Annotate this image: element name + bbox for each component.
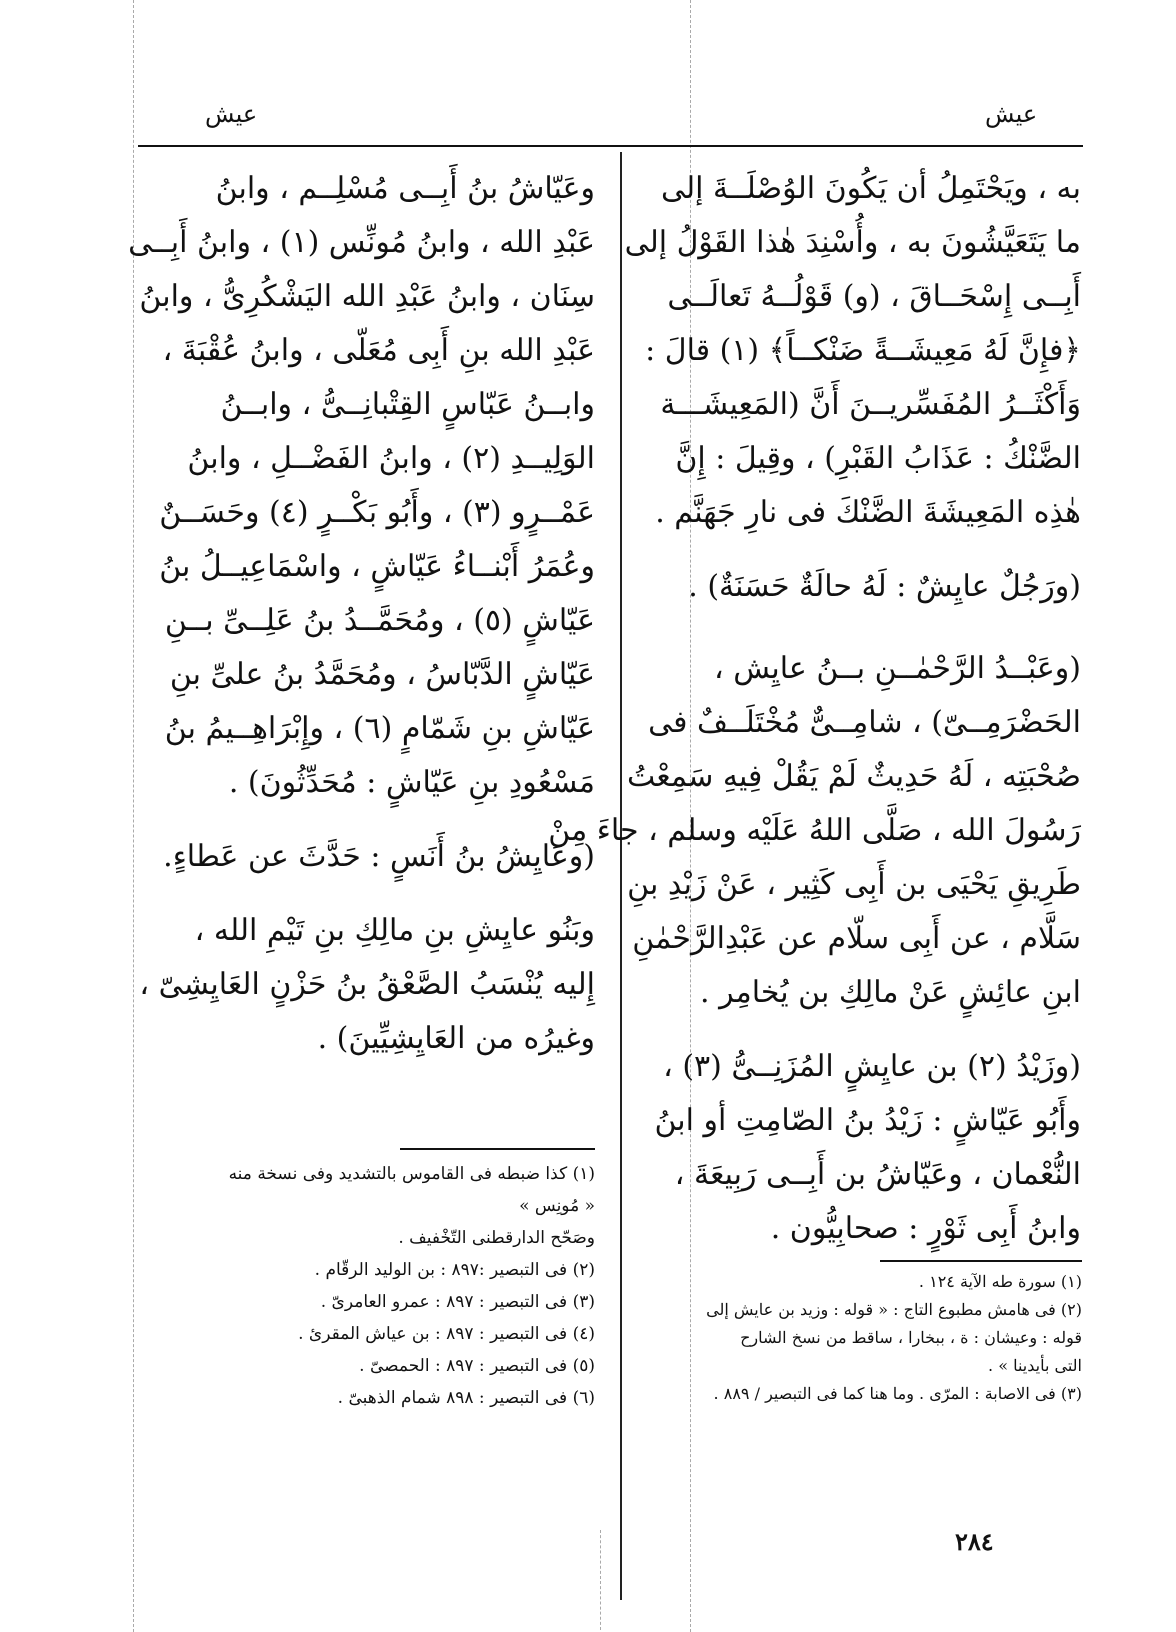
footnote: (١) سورة طه الآية ١٢٤ . [918, 1272, 1082, 1291]
text-line: ابنِ عائِشٍ عَنْ مالِكِ بن يُخامِر . [700, 975, 1081, 1010]
text-line: وَأَكْثَــرُ المُفَسِّريــنَ أَنَّ (المَعِيشَـــة [660, 387, 1081, 422]
text-line: إِليه يُنْسَبُ الصَّعْقُ بنُ حَزْنٍ العَايِشِىّ ، [139, 967, 595, 1002]
text-line: (ورَجُلٌ عايِشٌ : لَهُ حالَةٌ حَسَنَةٌ) . [688, 569, 1081, 604]
text-line: (وزَيْدُ (٢) بن عايِشٍ المُزَنِــىُّ (٣) ، [663, 1049, 1081, 1084]
text-line: وعَيّاشُ بنُ أَبِــى مُسْلِــم ، وابنُ [215, 171, 595, 206]
text-line: سَلَّام ، عن أَبِى سلّام عن عَبْدِالرَّحْمٰنِ [632, 921, 1081, 956]
text-line: الوَلِيــدِ (٢) ، وابنُ الفَضْــلِ ، وابنُ [187, 441, 595, 476]
page-number: ٢٨٤ [955, 1527, 994, 1556]
text-line: ما يَتَعَيَّشُونَ به ، وأُسْنِدَ هٰذا القَوْلُ إلى [624, 225, 1081, 260]
footnote: (٣) فى التبصير : ٨٩٧ : عمرو العامرىّ . [320, 1292, 595, 1312]
footnote: (٥) فى التبصير : ٨٩٧ : الحمصىّ . [359, 1356, 595, 1376]
running-header-left: عيش [205, 100, 258, 128]
footnote: « مُونِس » [519, 1196, 595, 1216]
text-line: وأَبُو عَيّاشٍ : زَيْدُ بنُ الصّامِتِ أو ابنُ [654, 1103, 1081, 1138]
text-line: ﴿فإِنَّ لَهُ مَعِيشَــةً ضَنْكــاً﴾ (١) قالَ : [645, 333, 1081, 368]
footnote: (٢) فى هامش مطبوع التاج : « قوله : وزيد بن عايش إلى [706, 1300, 1082, 1319]
scan-guide-line [600, 1530, 601, 1630]
text-line: وبَنُو عايِشِ بنِ مالِكِ بنِ تَيْمِ الله ، [194, 913, 595, 948]
text-line: وابــنُ عَبّاسٍ القِتْبانِــىُّ ، وابــنُ [220, 387, 595, 422]
text-line: عَبْدِ الله بنِ أَبِى مُعَلّى ، وابنُ عُقْبَةَ ، [162, 333, 595, 368]
header-rule [138, 145, 1083, 147]
text-line: طَرِيقِ يَحْيَى بن أَبِى كَثِير ، عَنْ زَيْدِ بنِ [627, 867, 1081, 902]
running-header-right: عيش [985, 100, 1038, 128]
text-line: صُحْبَتِه ، لَهُ حَدِيثٌ لَمْ يَقُلْ فِيهِ سَمِعْتُ [626, 759, 1081, 794]
text-line: هٰذِه المَعِيشَةَ الضَّنْكَ فى نارِ جَهَنَّم . [655, 495, 1081, 530]
footnotes-right [650, 1268, 1082, 1408]
footnote: قوله : وعيشان : ة ، ببخارا ، ساقط من نسخ الشارح [740, 1328, 1082, 1347]
footnote-rule-left [400, 1148, 595, 1150]
footnote: (٤) فى التبصير : ٨٩٧ : بن عياش المقرئ . [298, 1324, 595, 1344]
footnote: (٦) فى التبصير : ٨٩٨ شمام الذهبىّ . [337, 1388, 595, 1408]
footnote: (٣) فى الاصابة : المرّى . وما هنا كما فى التبصير / ٨٨٩ . [713, 1384, 1082, 1403]
text-line: (وعَبْــدُ الرَّحْمٰــنِ بــنُ عايِش ، [713, 651, 1081, 686]
column-separator [620, 152, 622, 1600]
text-line: عَيّاشِ بنِ شَمّامٍ (٦) ، وإِبْرَاهِــيمُ بنُ [164, 711, 595, 746]
footnote: التى بأيدينا » . [988, 1356, 1082, 1375]
text-line: عَيّاشٍ (٥) ، ومُحَمَّــدُ بنُ عَلِــىِّ بــنِ [164, 603, 595, 638]
text-line: مَسْعُودِ بنِ عَيّاشٍ : مُحَدِّثُونَ) . [228, 765, 595, 800]
text-line: سِنَان ، وابنُ عَبْدِ الله اليَشْكُرِىُّ ، وابنُ [139, 279, 595, 314]
footnote: (١) كذا ضبطه فى القاموس بالتشديد وفى نسخة منه [228, 1164, 595, 1184]
footnote: (٢) فى التبصير :٨٩٧ : بن الوليد الرقّام . [314, 1260, 595, 1280]
text-line: أَبِــى إِسْحَــاقَ ، (و) قَوْلُــهُ تَعالَــى [667, 279, 1081, 314]
text-line: عَيّاشٍ الدَّبّاسُ ، ومُحَمَّدُ بنُ علىِّ بنِ [169, 657, 595, 692]
text-line: الضَّنْكُ : عَذَابُ القَبْرِ) ، وقِيلَ : إِنَّ [675, 441, 1081, 476]
text-line: عَبْدِ الله ، وابنُ مُونِّس (١) ، وابنُ أَبِــى [128, 225, 595, 260]
text-line: وعُمَرُ أَبْنــاءُ عَيّاشٍ ، واسْمَاعِيــلُ بنُ [159, 549, 595, 584]
text-line: عَمْــرٍو (٣) ، وأَبُو بَكْــرٍ (٤) وحَسَــنٌ [159, 495, 595, 530]
text-line: وابنُ أَبِى ثَوْرٍ : صحابِيُّون . [770, 1211, 1081, 1246]
text-line: به ، ويَحْتَمِلُ أن يَكُونَ الوُصْلَــةَ إلى [661, 171, 1081, 206]
text-line: (وعَايِشُ بنُ أَنَسٍ : حَدَّثَ عن عَطاءٍ. [163, 839, 595, 874]
text-line: وغيرُه من العَايِشِيِّينَ) . [317, 1021, 595, 1056]
text-line: رَسُولَ الله ، صَلَّى اللهُ عَلَيْه وسلم ، جاءَ مِنْ [548, 813, 1081, 848]
text-line: الحَضْرَمِــىّ) ، شامِــىٌّ مُخْتَلَــفٌ فى [648, 705, 1081, 740]
footnote: وصَحّح الدارقطنى التّخْفيف . [398, 1228, 595, 1248]
footnote-rule-right [880, 1260, 1082, 1262]
left-column [128, 162, 595, 1066]
footnotes-left [150, 1158, 595, 1414]
text-line: النُّعْمان ، وعَيّاشُ بن أَبِــى رَبِيعَةَ ، [674, 1157, 1081, 1192]
